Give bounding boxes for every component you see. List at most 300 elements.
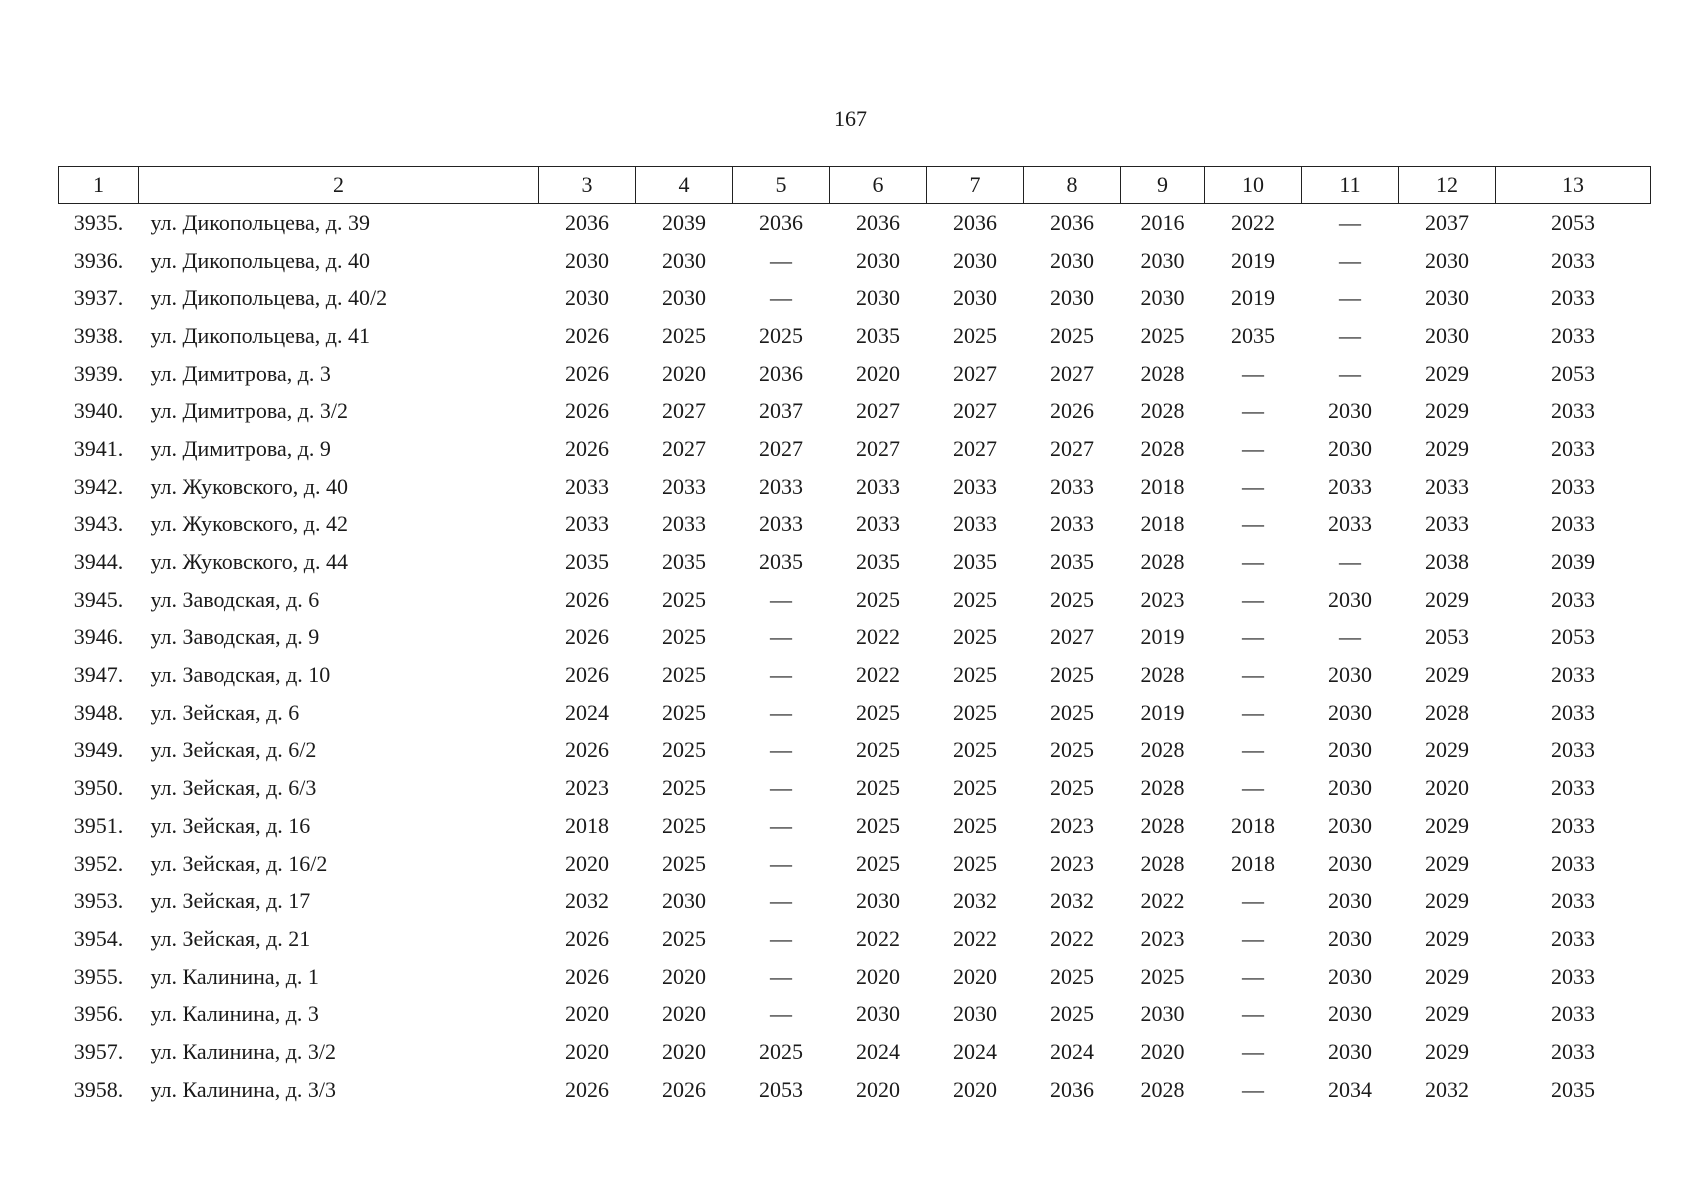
year-cell: 2025 bbox=[1050, 662, 1094, 688]
column-header: 7 bbox=[927, 167, 1024, 204]
year-cell: 2027 bbox=[856, 435, 900, 461]
year-cell: — bbox=[1339, 322, 1361, 348]
year-cell: 2030 bbox=[1425, 285, 1469, 311]
year-cell: — bbox=[1339, 624, 1361, 650]
year-cell: 2028 bbox=[1140, 812, 1185, 838]
year-cell: 2033 bbox=[856, 473, 900, 499]
year-cell: 2033 bbox=[1551, 1038, 1595, 1064]
year-cell: — bbox=[1242, 1001, 1264, 1027]
year-cell: 2029 bbox=[1425, 963, 1469, 989]
year-cell: — bbox=[1242, 699, 1264, 725]
year-cell: 2030 bbox=[953, 247, 997, 273]
row-number-cell: 3941. bbox=[73, 435, 124, 461]
year-cell: 2035 bbox=[1050, 549, 1094, 575]
year-cell: 2033 bbox=[1551, 699, 1595, 725]
year-cell: 2027 bbox=[662, 435, 706, 461]
year-cell: 2035 bbox=[1551, 1076, 1595, 1102]
year-cell: 2030 bbox=[1328, 925, 1372, 951]
year-cell: 2025 bbox=[953, 850, 997, 876]
table-row bbox=[59, 543, 1651, 581]
row-number-cell: 3945. bbox=[73, 586, 124, 612]
year-cell: 2025 bbox=[759, 1038, 803, 1064]
year-cell: 2030 bbox=[1328, 1001, 1372, 1027]
year-cell: — bbox=[770, 699, 792, 725]
year-cell: 2025 bbox=[953, 699, 997, 725]
year-cell: 2037 bbox=[759, 398, 803, 424]
year-cell: 2025 bbox=[1050, 737, 1094, 763]
column-header: 5 bbox=[733, 167, 830, 204]
year-cell: 2020 bbox=[856, 360, 900, 386]
year-cell: 2039 bbox=[662, 209, 706, 235]
year-cell: 2029 bbox=[1425, 737, 1469, 763]
year-cell: — bbox=[1242, 511, 1264, 537]
year-cell: 2030 bbox=[1328, 699, 1372, 725]
year-cell: 2053 bbox=[759, 1076, 803, 1102]
year-cell: 2025 bbox=[662, 925, 706, 951]
year-cell: 2018 bbox=[1140, 511, 1185, 537]
year-cell: — bbox=[1242, 888, 1264, 914]
year-cell: 2030 bbox=[1328, 850, 1372, 876]
year-cell: 2020 bbox=[565, 1038, 609, 1064]
year-cell: 2030 bbox=[953, 285, 997, 311]
year-cell: 2033 bbox=[759, 473, 803, 499]
row-number-cell: 3954. bbox=[73, 925, 124, 951]
year-cell: 2036 bbox=[1050, 1076, 1094, 1102]
year-cell: 2025 bbox=[856, 737, 900, 763]
year-cell: 2020 bbox=[565, 850, 609, 876]
year-cell: 2029 bbox=[1425, 850, 1469, 876]
year-cell: 2025 bbox=[856, 699, 900, 725]
year-cell: 2019 bbox=[1231, 247, 1275, 273]
address-cell: ул. Димитрова, д. 3/2 bbox=[150, 398, 349, 424]
year-cell: 2018 bbox=[565, 812, 609, 838]
table-row bbox=[59, 581, 1651, 619]
year-cell: 2025 bbox=[759, 322, 803, 348]
registry-table bbox=[58, 166, 1651, 1109]
address-cell: ул. Заводская, д. 9 bbox=[150, 624, 320, 650]
year-cell: — bbox=[1242, 1076, 1264, 1102]
table-row bbox=[59, 1033, 1651, 1071]
year-cell: 2022 bbox=[856, 925, 900, 951]
year-cell: 2037 bbox=[1425, 209, 1469, 235]
address-cell: ул. Жуковского, д. 42 bbox=[150, 511, 348, 537]
year-cell: 2027 bbox=[953, 360, 997, 386]
address-cell: ул. Зейская, д. 17 bbox=[150, 888, 311, 914]
year-cell: 2030 bbox=[1328, 398, 1372, 424]
year-cell: 2027 bbox=[1050, 360, 1094, 386]
year-cell: 2030 bbox=[662, 888, 706, 914]
year-cell: 2053 bbox=[1551, 360, 1595, 386]
year-cell: — bbox=[770, 586, 792, 612]
year-cell: 2025 bbox=[1050, 586, 1094, 612]
year-cell: 2033 bbox=[1551, 285, 1595, 311]
table-row bbox=[59, 392, 1651, 430]
year-cell: 2030 bbox=[1328, 775, 1372, 801]
year-cell: 2029 bbox=[1425, 812, 1469, 838]
year-cell: 2053 bbox=[1425, 624, 1469, 650]
year-cell: 2023 bbox=[1140, 925, 1185, 951]
year-cell: — bbox=[770, 624, 792, 650]
table-row bbox=[59, 882, 1651, 920]
year-cell: 2025 bbox=[1050, 963, 1094, 989]
year-cell: 2025 bbox=[1050, 322, 1094, 348]
year-cell: 2025 bbox=[662, 624, 706, 650]
table-row bbox=[59, 1071, 1651, 1109]
year-cell: 2020 bbox=[1425, 775, 1469, 801]
year-cell: — bbox=[1242, 963, 1264, 989]
year-cell: 2024 bbox=[1050, 1038, 1094, 1064]
year-cell: 2036 bbox=[953, 209, 997, 235]
year-cell: 2023 bbox=[1050, 850, 1094, 876]
year-cell: 2020 bbox=[662, 1038, 706, 1064]
year-cell: 2030 bbox=[1328, 737, 1372, 763]
year-cell: 2025 bbox=[662, 586, 706, 612]
table-body bbox=[59, 204, 1651, 1109]
year-cell: 2030 bbox=[1328, 662, 1372, 688]
table-row bbox=[59, 732, 1651, 770]
year-cell: 2026 bbox=[565, 925, 609, 951]
year-cell: 2030 bbox=[1328, 435, 1372, 461]
year-cell: 2025 bbox=[1140, 322, 1185, 348]
year-cell: 2027 bbox=[953, 435, 997, 461]
year-cell: 2033 bbox=[1328, 511, 1372, 537]
row-number-cell: 3949. bbox=[73, 737, 124, 763]
year-cell: 2030 bbox=[1425, 322, 1469, 348]
table-row bbox=[59, 958, 1651, 996]
year-cell: 2029 bbox=[1425, 888, 1469, 914]
year-cell: 2029 bbox=[1425, 1001, 1469, 1027]
year-cell: 2025 bbox=[953, 322, 997, 348]
year-cell: 2026 bbox=[565, 1076, 609, 1102]
table-row bbox=[59, 468, 1651, 506]
year-cell: 2039 bbox=[1551, 549, 1595, 575]
year-cell: 2033 bbox=[662, 511, 706, 537]
year-cell: — bbox=[770, 775, 792, 801]
year-cell: 2025 bbox=[856, 586, 900, 612]
year-cell: 2027 bbox=[1050, 624, 1094, 650]
year-cell: 2018 bbox=[1231, 850, 1275, 876]
year-cell: — bbox=[770, 850, 792, 876]
row-number-cell: 3938. bbox=[73, 322, 124, 348]
row-number-cell: 3935. bbox=[73, 209, 124, 235]
year-cell: — bbox=[1242, 360, 1264, 386]
year-cell: 2036 bbox=[759, 360, 803, 386]
address-cell: ул. Жуковского, д. 40 bbox=[150, 473, 348, 499]
year-cell: 2033 bbox=[1551, 586, 1595, 612]
table-row bbox=[59, 355, 1651, 393]
year-cell: 2026 bbox=[565, 435, 609, 461]
year-cell: 2033 bbox=[565, 511, 609, 537]
table-row bbox=[59, 317, 1651, 355]
year-cell: 2024 bbox=[856, 1038, 900, 1064]
year-cell: 2019 bbox=[1140, 699, 1185, 725]
year-cell: 2033 bbox=[565, 473, 609, 499]
year-cell: 2025 bbox=[856, 775, 900, 801]
year-cell: 2036 bbox=[1050, 209, 1094, 235]
year-cell: 2033 bbox=[1551, 473, 1595, 499]
column-header: 2 bbox=[139, 167, 539, 204]
year-cell: 2025 bbox=[1140, 963, 1185, 989]
year-cell: 2019 bbox=[1231, 285, 1275, 311]
year-cell: 2022 bbox=[856, 662, 900, 688]
address-cell: ул. Димитрова, д. 9 bbox=[150, 435, 331, 461]
year-cell: 2030 bbox=[662, 247, 706, 273]
row-number-cell: 3943. bbox=[73, 511, 124, 537]
address-cell: ул. Зейская, д. 6 bbox=[150, 699, 300, 725]
year-cell: 2028 bbox=[1140, 775, 1185, 801]
row-number-cell: 3936. bbox=[73, 247, 124, 273]
year-cell: 2028 bbox=[1140, 360, 1185, 386]
year-cell: 2033 bbox=[1551, 398, 1595, 424]
year-cell: 2033 bbox=[1050, 511, 1094, 537]
year-cell: 2034 bbox=[1328, 1076, 1372, 1102]
year-cell: — bbox=[770, 662, 792, 688]
row-number-cell: 3958. bbox=[73, 1076, 124, 1102]
year-cell: 2026 bbox=[662, 1076, 706, 1102]
address-cell: ул. Дикопольцева, д. 41 bbox=[150, 322, 370, 348]
address-cell: ул. Жуковского, д. 44 bbox=[150, 549, 348, 575]
year-cell: 2026 bbox=[1050, 398, 1094, 424]
year-cell: 2025 bbox=[953, 812, 997, 838]
table-row bbox=[59, 242, 1651, 280]
year-cell: 2029 bbox=[1425, 360, 1469, 386]
page-number: 167 bbox=[834, 106, 867, 131]
year-cell: 2028 bbox=[1140, 850, 1185, 876]
year-cell: 2030 bbox=[1140, 285, 1185, 311]
year-cell: 2023 bbox=[1050, 812, 1094, 838]
year-cell: 2028 bbox=[1140, 549, 1185, 575]
year-cell: 2028 bbox=[1140, 435, 1185, 461]
year-cell: 2024 bbox=[953, 1038, 997, 1064]
row-number-cell: 3940. bbox=[73, 398, 124, 424]
year-cell: 2028 bbox=[1140, 1076, 1185, 1102]
year-cell: — bbox=[1242, 435, 1264, 461]
table-row bbox=[59, 279, 1651, 317]
year-cell: — bbox=[1242, 473, 1264, 499]
year-cell: 2029 bbox=[1425, 1038, 1469, 1064]
row-number-cell: 3952. bbox=[73, 850, 124, 876]
year-cell: 2033 bbox=[759, 511, 803, 537]
year-cell: 2029 bbox=[1425, 398, 1469, 424]
address-cell: ул. Зейская, д. 6/3 bbox=[150, 775, 317, 801]
year-cell: 2030 bbox=[1328, 1038, 1372, 1064]
year-cell: 2033 bbox=[1551, 247, 1595, 273]
year-cell: 2029 bbox=[1425, 435, 1469, 461]
row-number-cell: 3944. bbox=[73, 549, 124, 575]
year-cell: 2019 bbox=[1140, 624, 1185, 650]
year-cell: 2030 bbox=[565, 247, 609, 273]
table-row bbox=[59, 995, 1651, 1033]
year-cell: 2020 bbox=[856, 963, 900, 989]
year-cell: 2025 bbox=[662, 775, 706, 801]
table-row bbox=[59, 694, 1651, 732]
year-cell: — bbox=[1339, 360, 1361, 386]
year-cell: 2025 bbox=[953, 775, 997, 801]
address-cell: ул. Калинина, д. 1 bbox=[150, 963, 319, 989]
year-cell: 2025 bbox=[1050, 699, 1094, 725]
year-cell: — bbox=[1339, 549, 1361, 575]
year-cell: — bbox=[1242, 624, 1264, 650]
column-header: 10 bbox=[1205, 167, 1302, 204]
year-cell: — bbox=[1339, 247, 1361, 273]
year-cell: 2029 bbox=[1425, 925, 1469, 951]
year-cell: 2020 bbox=[662, 1001, 706, 1027]
year-cell: 2030 bbox=[1328, 888, 1372, 914]
column-header: 12 bbox=[1399, 167, 1496, 204]
year-cell: — bbox=[1339, 209, 1361, 235]
address-cell: ул. Зейская, д. 16 bbox=[150, 812, 311, 838]
year-cell: 2033 bbox=[1551, 812, 1595, 838]
year-cell: — bbox=[770, 963, 792, 989]
year-cell: 2025 bbox=[953, 737, 997, 763]
table-row bbox=[59, 430, 1651, 468]
year-cell: 2032 bbox=[1425, 1076, 1469, 1102]
year-cell: 2033 bbox=[1551, 775, 1595, 801]
year-cell: 2030 bbox=[662, 285, 706, 311]
column-header: 4 bbox=[636, 167, 733, 204]
address-cell: ул. Дикопольцева, д. 40/2 bbox=[150, 285, 388, 311]
year-cell: 2025 bbox=[662, 662, 706, 688]
table-header bbox=[59, 167, 1651, 204]
year-cell: 2028 bbox=[1140, 398, 1185, 424]
column-header: 3 bbox=[539, 167, 636, 204]
year-cell: 2025 bbox=[1050, 1001, 1094, 1027]
year-cell: 2018 bbox=[1231, 812, 1275, 838]
year-cell: 2038 bbox=[1425, 549, 1469, 575]
address-cell: ул. Заводская, д. 6 bbox=[150, 586, 320, 612]
year-cell: — bbox=[1242, 737, 1264, 763]
year-cell: 2020 bbox=[856, 1076, 900, 1102]
year-cell: 2035 bbox=[856, 322, 900, 348]
year-cell: 2053 bbox=[1551, 209, 1595, 235]
address-cell: ул. Зейская, д. 16/2 bbox=[150, 850, 328, 876]
year-cell: 2027 bbox=[856, 398, 900, 424]
year-cell: 2020 bbox=[953, 1076, 997, 1102]
year-cell: 2026 bbox=[565, 360, 609, 386]
year-cell: — bbox=[770, 737, 792, 763]
year-cell: 2026 bbox=[565, 586, 609, 612]
year-cell: 2030 bbox=[953, 1001, 997, 1027]
year-cell: 2035 bbox=[1231, 322, 1275, 348]
year-cell: — bbox=[1242, 1038, 1264, 1064]
year-cell: 2030 bbox=[856, 247, 900, 273]
year-cell: 2025 bbox=[662, 812, 706, 838]
year-cell: 2033 bbox=[1425, 473, 1469, 499]
column-header: 13 bbox=[1496, 167, 1651, 204]
year-cell: 2027 bbox=[662, 398, 706, 424]
year-cell: 2018 bbox=[1140, 473, 1185, 499]
year-cell: — bbox=[770, 1001, 792, 1027]
year-cell: 2025 bbox=[662, 322, 706, 348]
table-row bbox=[59, 204, 1651, 242]
year-cell: 2053 bbox=[1551, 624, 1595, 650]
year-cell: 2033 bbox=[1551, 888, 1595, 914]
year-cell: 2030 bbox=[856, 285, 900, 311]
year-cell: 2026 bbox=[565, 398, 609, 424]
year-cell: 2025 bbox=[856, 812, 900, 838]
year-cell: 2032 bbox=[565, 888, 609, 914]
year-cell: 2023 bbox=[565, 775, 609, 801]
year-cell: 2028 bbox=[1140, 662, 1185, 688]
address-cell: ул. Зейская, д. 6/2 bbox=[150, 737, 317, 763]
address-cell: ул. Калинина, д. 3 bbox=[150, 1001, 319, 1027]
year-cell: — bbox=[1339, 285, 1361, 311]
year-cell: 2030 bbox=[856, 888, 900, 914]
year-cell: 2022 bbox=[856, 624, 900, 650]
year-cell: 2020 bbox=[662, 963, 706, 989]
year-cell: 2016 bbox=[1140, 209, 1185, 235]
year-cell: 2020 bbox=[953, 963, 997, 989]
year-cell: 2029 bbox=[1425, 586, 1469, 612]
table-row bbox=[59, 619, 1651, 657]
address-cell: ул. Заводская, д. 10 bbox=[150, 662, 331, 688]
year-cell: 2030 bbox=[565, 285, 609, 311]
row-number-cell: 3939. bbox=[73, 360, 124, 386]
year-cell: 2035 bbox=[953, 549, 997, 575]
year-cell: 2025 bbox=[953, 586, 997, 612]
year-cell: — bbox=[770, 285, 792, 311]
row-number-cell: 3953. bbox=[73, 888, 124, 914]
row-number-cell: 3956. bbox=[73, 1001, 124, 1027]
table-row bbox=[59, 807, 1651, 845]
year-cell: 2026 bbox=[565, 322, 609, 348]
year-cell: — bbox=[1242, 549, 1264, 575]
year-cell: 2033 bbox=[1551, 737, 1595, 763]
year-cell: — bbox=[1242, 662, 1264, 688]
address-cell: ул. Дикопольцева, д. 40 bbox=[150, 247, 370, 273]
year-cell: — bbox=[1242, 925, 1264, 951]
year-cell: 2030 bbox=[1050, 285, 1094, 311]
year-cell: 2036 bbox=[759, 209, 803, 235]
year-cell: 2028 bbox=[1140, 737, 1185, 763]
year-cell: 2033 bbox=[662, 473, 706, 499]
column-header: 11 bbox=[1302, 167, 1399, 204]
year-cell: 2026 bbox=[565, 963, 609, 989]
year-cell: 2025 bbox=[953, 624, 997, 650]
year-cell: 2030 bbox=[1050, 247, 1094, 273]
year-cell: 2033 bbox=[1551, 925, 1595, 951]
year-cell: 2030 bbox=[1140, 1001, 1185, 1027]
address-cell: ул. Зейская, д. 21 bbox=[150, 925, 311, 951]
row-number-cell: 3937. bbox=[73, 285, 124, 311]
year-cell: 2035 bbox=[565, 549, 609, 575]
year-cell: 2022 bbox=[1050, 925, 1094, 951]
year-cell: 2030 bbox=[856, 1001, 900, 1027]
year-cell: 2025 bbox=[953, 662, 997, 688]
year-cell: — bbox=[770, 925, 792, 951]
column-header: 1 bbox=[59, 167, 139, 204]
row-number-cell: 3946. bbox=[73, 624, 124, 650]
year-cell: 2029 bbox=[1425, 662, 1469, 688]
year-cell: 2033 bbox=[1425, 511, 1469, 537]
address-cell: ул. Калинина, д. 3/3 bbox=[150, 1076, 336, 1102]
year-cell: 2033 bbox=[1551, 1001, 1595, 1027]
address-cell: ул. Димитрова, д. 3 bbox=[150, 360, 331, 386]
year-cell: — bbox=[1242, 398, 1264, 424]
year-cell: 2022 bbox=[1231, 209, 1275, 235]
year-cell: 2025 bbox=[856, 850, 900, 876]
year-cell: 2026 bbox=[565, 624, 609, 650]
year-cell: 2033 bbox=[1551, 850, 1595, 876]
year-cell: 2027 bbox=[759, 435, 803, 461]
year-cell: 2023 bbox=[1140, 586, 1185, 612]
year-cell: — bbox=[770, 812, 792, 838]
year-cell: 2030 bbox=[1328, 963, 1372, 989]
year-cell: 2020 bbox=[1140, 1038, 1185, 1064]
row-number-cell: 3955. bbox=[73, 963, 124, 989]
table-row bbox=[59, 769, 1651, 807]
year-cell: — bbox=[1242, 586, 1264, 612]
